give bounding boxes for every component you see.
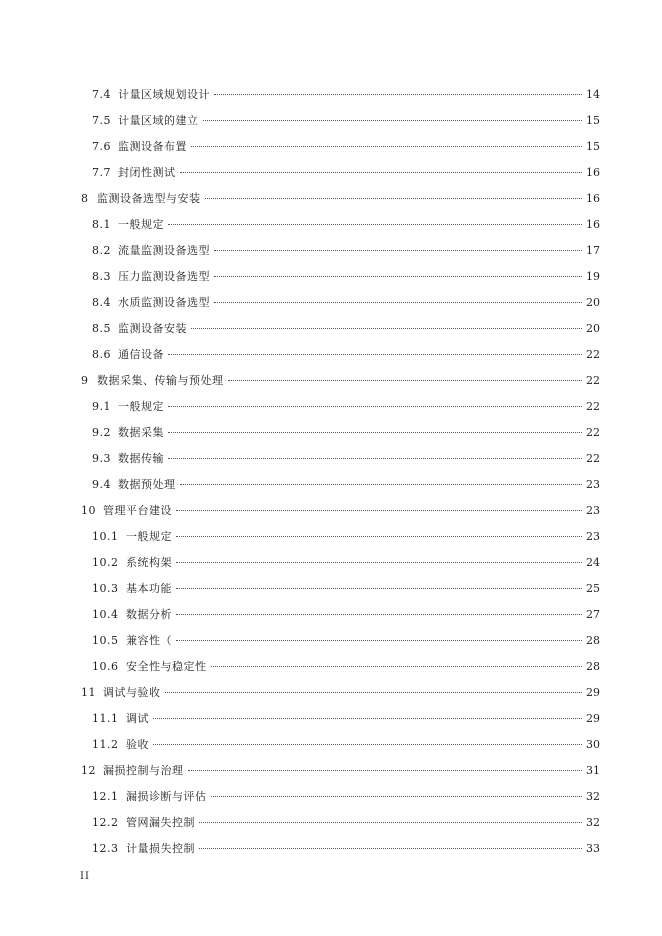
- toc-entry-page: 17: [586, 244, 600, 257]
- toc-entry-title: 封闭性测试: [118, 166, 176, 179]
- toc-entry-number: 8.3: [92, 270, 111, 283]
- toc-entry[interactable]: [0, 550, 662, 576]
- toc-dot-leader: [214, 94, 582, 95]
- toc-entry-number: 11.2: [92, 738, 119, 751]
- toc-entry-page: 15: [586, 140, 600, 153]
- toc-entry-title: 计量区域规划设计: [118, 88, 210, 101]
- toc-entry-page: 14: [586, 88, 600, 101]
- toc-entry[interactable]: [0, 576, 662, 602]
- toc-entry[interactable]: [0, 784, 662, 810]
- toc-entry-page: 22: [586, 426, 600, 439]
- toc-dot-leader: [168, 224, 582, 225]
- toc-entry-title: 监测设备布置: [118, 140, 187, 153]
- toc-dot-leader: [168, 432, 582, 433]
- toc-entry-page: 20: [586, 322, 600, 335]
- toc-dot-leader: [211, 666, 583, 667]
- toc-entry-title: 数据采集、传输与预处理: [97, 374, 224, 387]
- toc-dot-leader: [168, 406, 582, 407]
- toc-entry-page: 29: [586, 686, 600, 699]
- toc-entry-number: 9: [81, 374, 89, 387]
- toc-entry-page: 22: [586, 348, 600, 361]
- toc-entry-page: 16: [586, 218, 600, 231]
- toc-entry-page: 15: [586, 114, 600, 127]
- toc-dot-leader: [214, 302, 582, 303]
- toc-entry-title: 监测设备安装: [118, 322, 187, 335]
- toc-entry[interactable]: [0, 420, 662, 446]
- toc-entry-page: 23: [586, 504, 600, 517]
- toc-entry-page: 16: [586, 166, 600, 179]
- toc-entry[interactable]: [0, 368, 662, 394]
- toc-entry-page: 20: [586, 296, 600, 309]
- toc-entry[interactable]: [0, 342, 662, 368]
- toc-entry-number: 9.1: [92, 400, 111, 413]
- toc-entry-number: 7.7: [92, 166, 111, 179]
- toc-dot-leader: [176, 536, 582, 537]
- toc-entry-title: 数据采集: [118, 426, 164, 439]
- toc-entry[interactable]: [0, 758, 662, 784]
- toc-dot-leader: [203, 120, 583, 121]
- toc-entry-number: 10.3: [92, 582, 119, 595]
- toc-entry-number: 12.3: [92, 842, 119, 855]
- toc-entry-title: 监测设备选型与安装: [97, 192, 201, 205]
- toc-entry-title: 兼容性（: [126, 634, 172, 647]
- toc-entry-title: 通信设备: [118, 348, 164, 361]
- toc-entry-page: 23: [586, 478, 600, 491]
- toc-entry[interactable]: [0, 290, 662, 316]
- toc-entry-page: 27: [586, 608, 600, 621]
- toc-entry-number: 12.2: [92, 816, 119, 829]
- toc-entry-number: 10.6: [92, 660, 119, 673]
- toc-entry-number: 7.5: [92, 114, 111, 127]
- toc-dot-leader: [176, 510, 582, 511]
- toc-entry-title: 验收: [126, 738, 149, 751]
- toc-dot-leader: [165, 692, 583, 693]
- toc-entry[interactable]: [0, 654, 662, 680]
- toc-entry-page: 16: [586, 192, 600, 205]
- toc-entry-title: 数据分析: [126, 608, 172, 621]
- toc-entry-number: 10.5: [92, 634, 119, 647]
- toc-entry[interactable]: [0, 524, 662, 550]
- toc-entry[interactable]: [0, 706, 662, 732]
- toc-entry-title: 调试: [126, 712, 149, 725]
- toc-entry[interactable]: [0, 628, 662, 654]
- toc-entry-number: 8.2: [92, 244, 111, 257]
- toc-entry[interactable]: [0, 238, 662, 264]
- toc-entry-title: 基本功能: [126, 582, 172, 595]
- toc-entry-page: 32: [586, 816, 600, 829]
- toc-entry-number: 9.2: [92, 426, 111, 439]
- toc-entry[interactable]: [0, 836, 662, 862]
- toc-entry-title: 一般规定: [118, 218, 164, 231]
- toc-entry-number: 8.6: [92, 348, 111, 361]
- toc-entry-number: 8.1: [92, 218, 111, 231]
- toc-entry-number: 7.6: [92, 140, 111, 153]
- toc-entry-page: 22: [586, 452, 600, 465]
- toc-entry-number: 10.4: [92, 608, 119, 621]
- toc-entry-title: 漏损控制与治理: [103, 764, 184, 777]
- page-number-footer: II: [80, 871, 90, 882]
- toc-entry-page: 32: [586, 790, 600, 803]
- toc-dot-leader: [176, 640, 582, 641]
- toc-dot-leader: [188, 770, 583, 771]
- toc-entry-title: 计量区域的建立: [118, 114, 199, 127]
- toc-entry-page: 29: [586, 712, 600, 725]
- toc-entry-title: 计量损失控制: [126, 842, 195, 855]
- toc-dot-leader: [153, 718, 582, 719]
- toc-dot-leader: [176, 588, 582, 589]
- toc-entry-title: 水质监测设备选型: [118, 296, 210, 309]
- toc-dot-leader: [199, 848, 582, 849]
- toc-dot-leader: [205, 198, 583, 199]
- toc-entry-number: 11: [81, 686, 96, 699]
- toc-entry-title: 调试与验收: [103, 686, 161, 699]
- toc-entry-title: 管理平台建设: [103, 504, 172, 517]
- toc-entry[interactable]: [0, 212, 662, 238]
- toc-dot-leader: [199, 822, 582, 823]
- toc-entry-number: 8.5: [92, 322, 111, 335]
- toc-entry-title: 漏损诊断与评估: [126, 790, 207, 803]
- toc-entry-title: 压力监测设备选型: [118, 270, 210, 283]
- toc-dot-leader: [176, 614, 582, 615]
- toc-entry[interactable]: [0, 108, 662, 134]
- toc-entry[interactable]: [0, 498, 662, 524]
- toc-entry-page: 31: [586, 764, 600, 777]
- toc-entry-number: 10.1: [92, 530, 119, 543]
- toc-entry-page: 25: [586, 582, 600, 595]
- toc-entry-page: 28: [586, 660, 600, 673]
- toc-entry-page: 22: [586, 374, 600, 387]
- toc-entry[interactable]: [0, 732, 662, 758]
- toc-entry-page: 19: [586, 270, 600, 283]
- toc-dot-leader: [153, 744, 582, 745]
- toc-entry-page: 33: [586, 842, 600, 855]
- toc-entry[interactable]: [0, 160, 662, 186]
- toc-entry-page: 28: [586, 634, 600, 647]
- toc-entry[interactable]: [0, 810, 662, 836]
- toc-entry-number: 9.4: [92, 478, 111, 491]
- toc-dot-leader: [176, 562, 582, 563]
- toc-entry-number: 11.1: [92, 712, 119, 725]
- toc-dot-leader: [180, 172, 583, 173]
- toc-entry-title: 数据传输: [118, 452, 164, 465]
- toc-entry[interactable]: [0, 394, 662, 420]
- toc-entry-page: 30: [586, 738, 600, 751]
- toc-entry[interactable]: [0, 186, 662, 212]
- toc-entry[interactable]: [0, 264, 662, 290]
- toc-entry[interactable]: [0, 446, 662, 472]
- table-of-contents: [0, 82, 662, 862]
- toc-entry-page: 24: [586, 556, 600, 569]
- toc-entry-page: 22: [586, 400, 600, 413]
- toc-entry[interactable]: [0, 134, 662, 160]
- toc-entry-title: 管网漏失控制: [126, 816, 195, 829]
- toc-entry-number: 7.4: [92, 88, 111, 101]
- toc-dot-leader: [168, 354, 582, 355]
- toc-dot-leader: [211, 796, 583, 797]
- toc-dot-leader: [214, 276, 582, 277]
- toc-entry-number: 9.3: [92, 452, 111, 465]
- toc-dot-leader: [191, 328, 582, 329]
- toc-entry-title: 一般规定: [126, 530, 172, 543]
- toc-entry-title: 系统构架: [126, 556, 172, 569]
- toc-entry-title: 一般规定: [118, 400, 164, 413]
- toc-entry-page: 23: [586, 530, 600, 543]
- toc-entry-number: 12.1: [92, 790, 119, 803]
- toc-entry-title: 流量监测设备选型: [118, 244, 210, 257]
- toc-entry[interactable]: [0, 82, 662, 108]
- toc-entry-title: 安全性与稳定性: [126, 660, 207, 673]
- toc-dot-leader: [191, 146, 582, 147]
- toc-entry-title: 数据预处理: [118, 478, 176, 491]
- toc-entry[interactable]: [0, 602, 662, 628]
- toc-dot-leader: [214, 250, 582, 251]
- toc-entry-number: 10.2: [92, 556, 119, 569]
- toc-entry[interactable]: [0, 680, 662, 706]
- toc-entry-number: 12: [81, 764, 96, 777]
- toc-entry-number: 10: [81, 504, 96, 517]
- toc-dot-leader: [228, 380, 583, 381]
- toc-dot-leader: [180, 484, 583, 485]
- toc-dot-leader: [168, 458, 582, 459]
- toc-entry[interactable]: [0, 316, 662, 342]
- toc-entry-number: 8: [81, 192, 89, 205]
- toc-entry-number: 8.4: [92, 296, 111, 309]
- toc-entry[interactable]: [0, 472, 662, 498]
